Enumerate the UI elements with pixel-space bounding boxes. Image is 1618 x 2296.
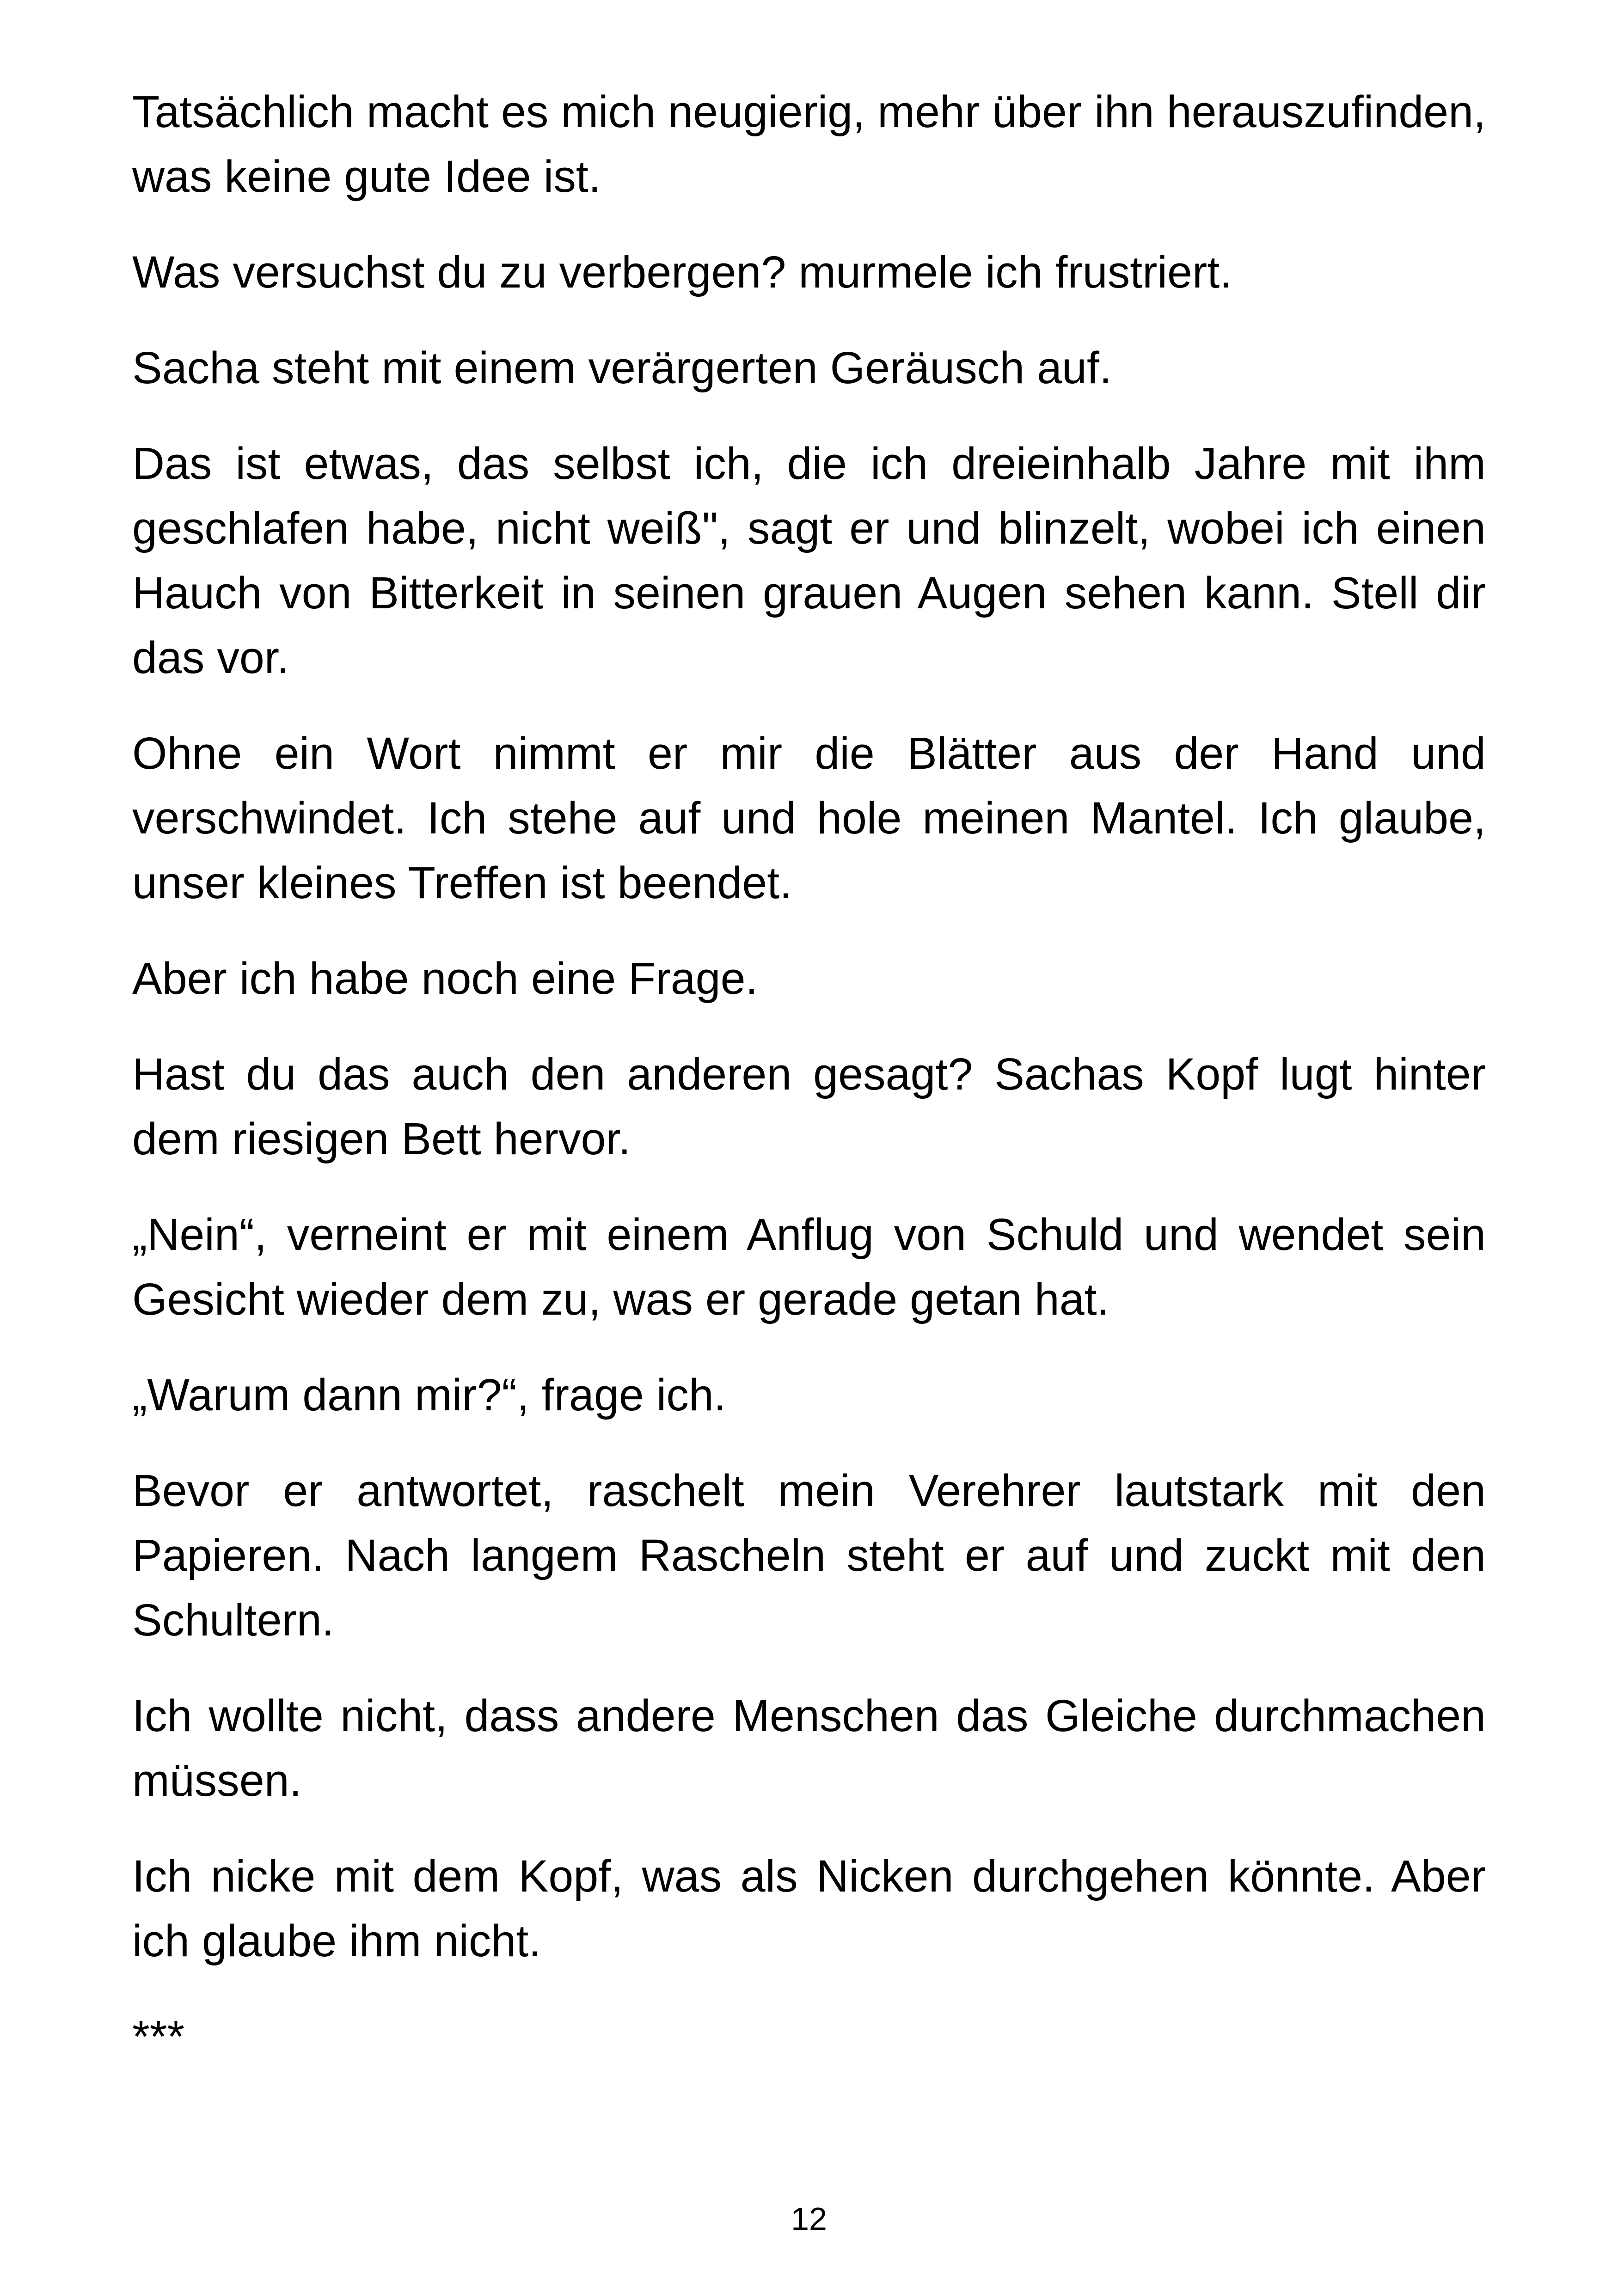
paragraph-1: Tatsächlich macht es mich neugierig, mehr über ihn herauszufinden, was keine gute Idee ist. [132, 86, 1486, 202]
page-number: 12 [791, 2201, 827, 2237]
paragraph-6: Aber ich habe noch eine Frage. [132, 953, 758, 1004]
paragraph-10: Bevor er antwortet, raschelt mein Verehrer lautstark mit den Papieren. Nach langem Rascheln steht er auf und zuckt mit den Schultern. [132, 1465, 1486, 1645]
paragraph-9: „Warum dann mir?“, frage ich. [132, 1370, 726, 1420]
paragraph-8: „Nein“, verneint er mit einem Anflug von Schuld und wendet sein Gesicht wieder dem zu, was er gerade getan hat. [132, 1209, 1486, 1324]
paragraph-3: Sacha steht mit einem verärgerten Geräusch auf. [132, 343, 1112, 393]
scene-break: *** [132, 2011, 185, 2062]
paragraph-7: Hast du das auch den anderen gesagt? Sachas Kopf lugt hinter dem riesigen Bett hervor. [132, 1049, 1486, 1164]
paragraph-11: Ich wollte nicht, dass andere Menschen das Gleiche durchmachen müssen. [132, 1690, 1486, 1806]
body-text [132, 80, 1486, 2069]
paragraph-12: Ich nicke mit dem Kopf, was als Nicken durchgehen könnte. Aber ich glaube ihm nicht. [132, 1851, 1486, 1966]
paragraph-5: Ohne ein Wort nimmt er mir die Blätter aus der Hand und verschwindet. Ich stehe auf und hole meinen Mantel. Ich glaube, unser kleines Treffen ist beendet. [132, 728, 1486, 908]
paragraph-2: Was versuchst du zu verbergen? murmele ich frustriert. [132, 247, 1232, 297]
paragraph-4: Das ist etwas, das selbst ich, die ich dreieinhalb Jahre mit ihm geschlafen habe, nicht weiß", sagt er und blinzelt, wobei ich einen Hauch von Bitterkeit in seinen grauen Augen sehen kann. Stell dir das vor. [132, 438, 1486, 683]
